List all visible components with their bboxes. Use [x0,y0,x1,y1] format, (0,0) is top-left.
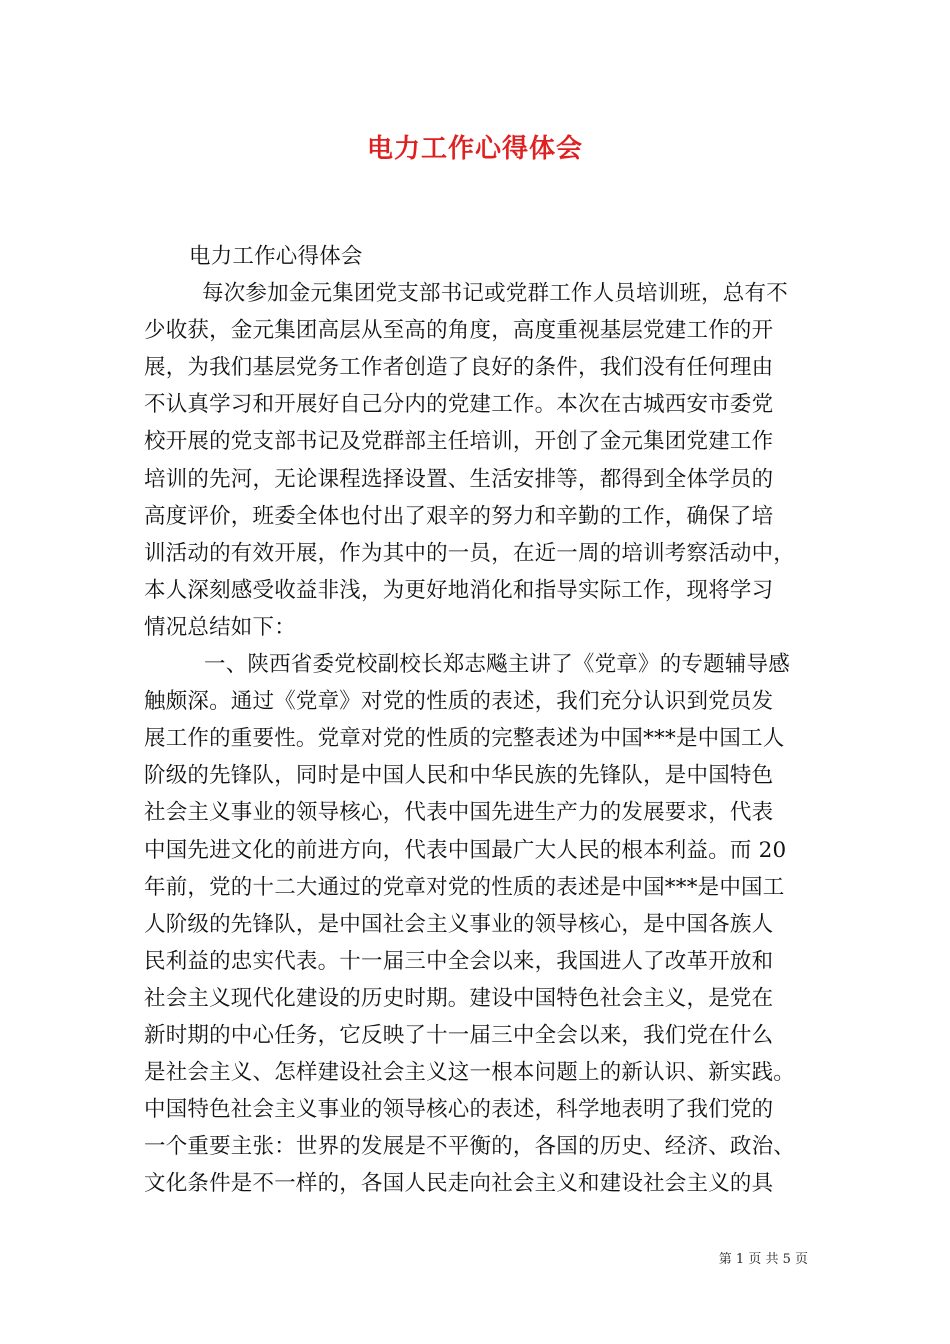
text-line: 阶级的先锋队，同时是中国人民和中华民族的先锋队，是中国特色 [144,763,774,789]
text-line: 民利益的忠实代表。十一届三中全会以来，我国进人了改革开放和 [144,948,774,974]
text-line: 中国先进文化的前进方向，代表中国最广大人民的根本利益。而 20 [144,837,787,863]
text-line: 少收获，金元集团高层从至高的角度，高度重视基层党建工作的开 [144,318,774,344]
document-title: 电力工作心得体会 [366,134,583,164]
text-line: 文化条件是不一样的，各国人民走向社会主义和建设社会主义的具 [144,1171,774,1197]
text-line: 是社会主义、怎样建设社会主义这一根本问题上的新认识、新实践。 [144,1060,796,1086]
text-line: 中国特色社会主义事业的领导核心的表述，科学地表明了我们党的 [144,1097,774,1123]
text-line: 校开展的党支部书记及党群部主任培训，开创了金元集团党建工作 [144,429,774,455]
text-line: 展，为我们基层党务工作者创造了良好的条件，我们没有任何理由 [144,355,774,381]
subtitle-line: 电力工作心得体会 [189,244,363,269]
text-line: 触颇深。通过《党章》对党的性质的表述，我们充分认识到党员发 [144,689,774,715]
text-line: 社会主义现代化建设的历史时期。建设中国特色社会主义，是党在 [144,985,774,1011]
text-line: 社会主义事业的领导核心，代表中国先进生产力的发展要求，代表 [144,800,774,826]
text-line: 不认真学习和开展好自己分内的党建工作。本次在古城西安市委党 [144,392,774,418]
text-line: 展工作的重要性。党章对党的性质的完整表述为中国***是中国工人 [144,726,785,752]
text-line: 年前，党的十二大通过的党章对党的性质的表述是中国***是中国工 [144,874,785,900]
text-line: 新时期的中心任务，它反映了十一届三中全会以来，我们党在什么 [144,1022,774,1048]
document-body [144,238,824,1202]
text-line: 一个重要主张：世界的发展是不平衡的，各国的历史、经济、政治、 [144,1134,796,1160]
text-line: 人阶级的先锋队，是中国社会主义事业的领导核心，是中国各族人 [144,911,774,937]
text-line: 训活动的有效开展，作为其中的一员，在近一周的培训考察活动中， [144,540,796,566]
text-line: 培训的先河，无论课程选择设置、生活安排等，都得到全体学员的 [144,466,774,492]
text-line: 情况总结如下： [144,614,296,640]
text-line: 每次参加金元集团党支部书记或党群工作人员培训班，总有不 [202,281,788,307]
page-number: 第 1 页 共 5 页 [718,1252,808,1267]
text-line: 本人深刻感受收益非浅，为更好地消化和指导实际工作，现将学习 [144,577,774,603]
text-line: 一、陕西省委党校副校长郑志飚主讲了《党章》的专题辅导感 [204,652,790,678]
text-line: 高度评价，班委全体也付出了艰辛的努力和辛勤的工作，确保了培 [144,503,774,529]
